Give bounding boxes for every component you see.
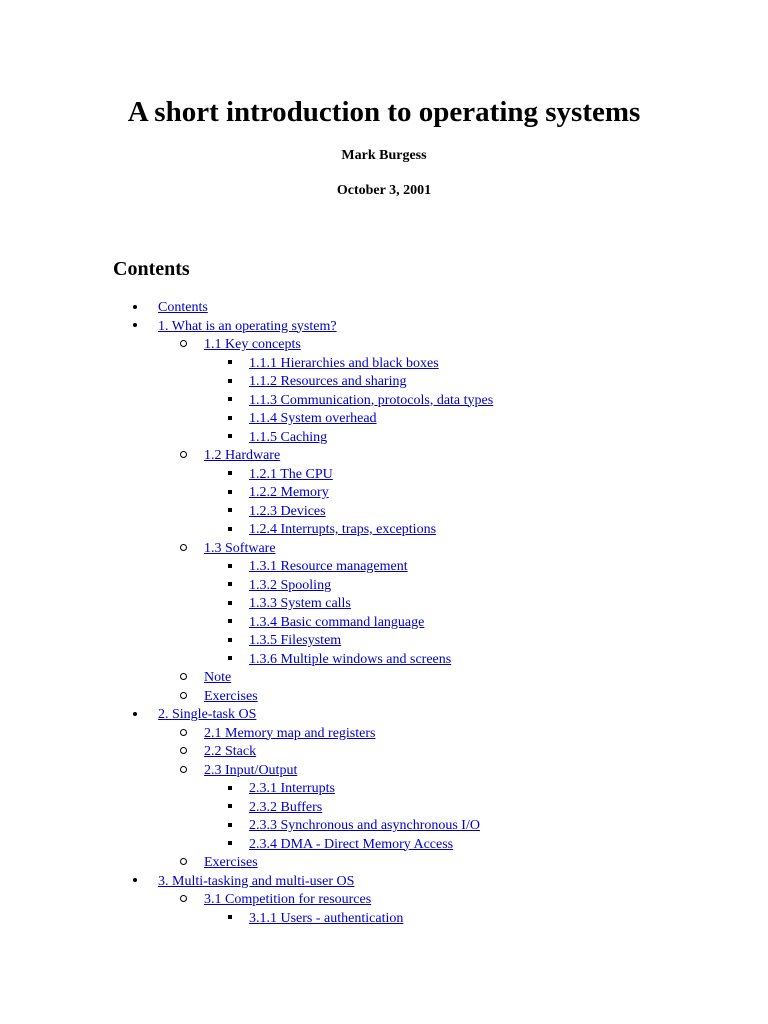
toc-link[interactable]: 1.1.5 Caching: [249, 429, 328, 445]
toc-link[interactable]: 1.3.2 Spooling: [249, 577, 332, 593]
publication-date: October 3, 2001: [336, 183, 432, 198]
toc-item: [0, 429, 768, 448]
toc-link[interactable]: 2.3.2 Buffers: [249, 799, 323, 815]
toc-item: [0, 540, 768, 559]
toc-item: [0, 410, 768, 429]
table-of-contents: [0, 299, 768, 928]
list-bullet-icon: [224, 558, 236, 576]
toc-link[interactable]: 2.2 Stack: [204, 744, 257, 759]
list-bullet-icon: [224, 910, 236, 928]
toc-item: [0, 614, 768, 633]
toc-item: [0, 706, 768, 725]
toc-item: [0, 484, 768, 503]
toc-link[interactable]: 3. Multi-tasking and multi-user OS: [158, 873, 355, 889]
toc-link[interactable]: 1.3.5 Filesystem: [249, 633, 342, 648]
list-bullet-icon: [224, 577, 236, 595]
toc-item: [0, 910, 768, 929]
toc-item: [0, 799, 768, 818]
list-bullet-icon: [177, 891, 189, 909]
toc-link[interactable]: 1.1.2 Resources and sharing: [249, 374, 407, 389]
list-bullet-icon: [177, 447, 189, 465]
author-name: Mark Burgess: [341, 148, 427, 163]
toc-item: [0, 595, 768, 614]
toc-item: [0, 873, 768, 892]
toc-item: [0, 632, 768, 651]
toc-item: [0, 743, 768, 762]
toc-link[interactable]: 1.3.6 Multiple windows and screens: [249, 651, 452, 667]
list-bullet-icon: [129, 873, 141, 891]
toc-link[interactable]: 2.3.4 DMA - Direct Memory Access: [249, 836, 454, 852]
toc-link[interactable]: Exercises: [204, 855, 258, 870]
list-bullet-icon: [177, 854, 189, 872]
toc-item: [0, 669, 768, 688]
toc-link[interactable]: 3.1 Competition for resources: [204, 892, 372, 907]
toc-item: [0, 373, 768, 392]
toc-link[interactable]: 2.3.1 Interrupts: [249, 781, 335, 796]
toc-link[interactable]: 1.2.1 The CPU: [249, 466, 333, 482]
toc-link[interactable]: Note: [204, 670, 232, 685]
list-bullet-icon: [177, 743, 189, 761]
list-bullet-icon: [177, 762, 189, 780]
list-bullet-icon: [224, 632, 236, 650]
contents-heading: Contents: [113, 258, 190, 280]
toc-link[interactable]: 1.2.3 Devices: [249, 503, 326, 519]
toc-item: [0, 521, 768, 540]
toc-item: [0, 817, 768, 836]
toc-item: [0, 688, 768, 707]
toc-item: [0, 392, 768, 411]
list-bullet-icon: [224, 392, 236, 410]
toc-link[interactable]: 1.1 Key concepts: [204, 337, 301, 352]
toc-link[interactable]: Contents: [158, 300, 208, 315]
toc-link[interactable]: 1.2 Hardware: [204, 448, 281, 463]
list-bullet-icon: [177, 669, 189, 687]
toc-item: [0, 762, 768, 781]
toc-item: [0, 318, 768, 337]
toc-link[interactable]: 2.3 Input/Output: [204, 762, 298, 778]
list-bullet-icon: [224, 817, 236, 835]
list-bullet-icon: [129, 706, 141, 724]
toc-link[interactable]: 2. Single-task OS: [158, 707, 257, 722]
toc-item: [0, 577, 768, 596]
toc-item: [0, 780, 768, 799]
toc-item: [0, 503, 768, 522]
document-title: A short introduction to operating systems: [127, 96, 641, 128]
toc-item: [0, 466, 768, 485]
toc-link[interactable]: 1.3 Software: [204, 540, 276, 556]
toc-item: [0, 651, 768, 670]
list-bullet-icon: [177, 540, 189, 558]
toc-item: [0, 336, 768, 355]
list-bullet-icon: [129, 299, 141, 317]
list-bullet-icon: [224, 410, 236, 428]
toc-link[interactable]: Exercises: [204, 688, 258, 704]
toc-link[interactable]: 3.1.1 Users - authentication: [249, 910, 404, 926]
list-bullet-icon: [224, 503, 236, 521]
list-bullet-icon: [224, 355, 236, 373]
toc-item: [0, 299, 768, 318]
list-bullet-icon: [224, 521, 236, 539]
list-bullet-icon: [224, 595, 236, 613]
toc-link[interactable]: 1. What is an operating system?: [158, 318, 337, 334]
list-bullet-icon: [224, 614, 236, 632]
toc-item: [0, 725, 768, 744]
toc-link[interactable]: 1.2.4 Interrupts, traps, exceptions: [249, 522, 437, 537]
toc-link[interactable]: 1.1.3 Communication, protocols, data types: [249, 392, 494, 408]
list-bullet-icon: [224, 466, 236, 484]
toc-item: [0, 355, 768, 374]
list-bullet-icon: [224, 836, 236, 854]
list-bullet-icon: [224, 429, 236, 447]
list-bullet-icon: [177, 336, 189, 354]
toc-item: [0, 891, 768, 910]
list-bullet-icon: [224, 780, 236, 798]
toc-link[interactable]: 1.1.4 System overhead: [249, 411, 377, 426]
list-bullet-icon: [224, 799, 236, 817]
toc-item: [0, 854, 768, 873]
list-bullet-icon: [224, 484, 236, 502]
list-bullet-icon: [177, 725, 189, 743]
toc-link[interactable]: 1.3.1 Resource management: [249, 559, 408, 574]
toc-link[interactable]: 1.2.2 Memory: [249, 485, 329, 500]
list-bullet-icon: [224, 373, 236, 391]
toc-link[interactable]: 1.3.3 System calls: [249, 596, 351, 611]
toc-item: [0, 447, 768, 466]
list-bullet-icon: [224, 651, 236, 669]
toc-link[interactable]: 1.3.4 Basic command language: [249, 614, 425, 630]
toc-link[interactable]: 2.1 Memory map and registers: [204, 725, 376, 741]
list-bullet-icon: [129, 318, 141, 336]
toc-item: [0, 558, 768, 577]
toc-link[interactable]: 2.3.3 Synchronous and asynchronous I/O: [249, 818, 480, 833]
toc-link[interactable]: 1.1.1 Hierarchies and black boxes: [249, 355, 439, 371]
list-bullet-icon: [177, 688, 189, 706]
toc-item: [0, 836, 768, 855]
